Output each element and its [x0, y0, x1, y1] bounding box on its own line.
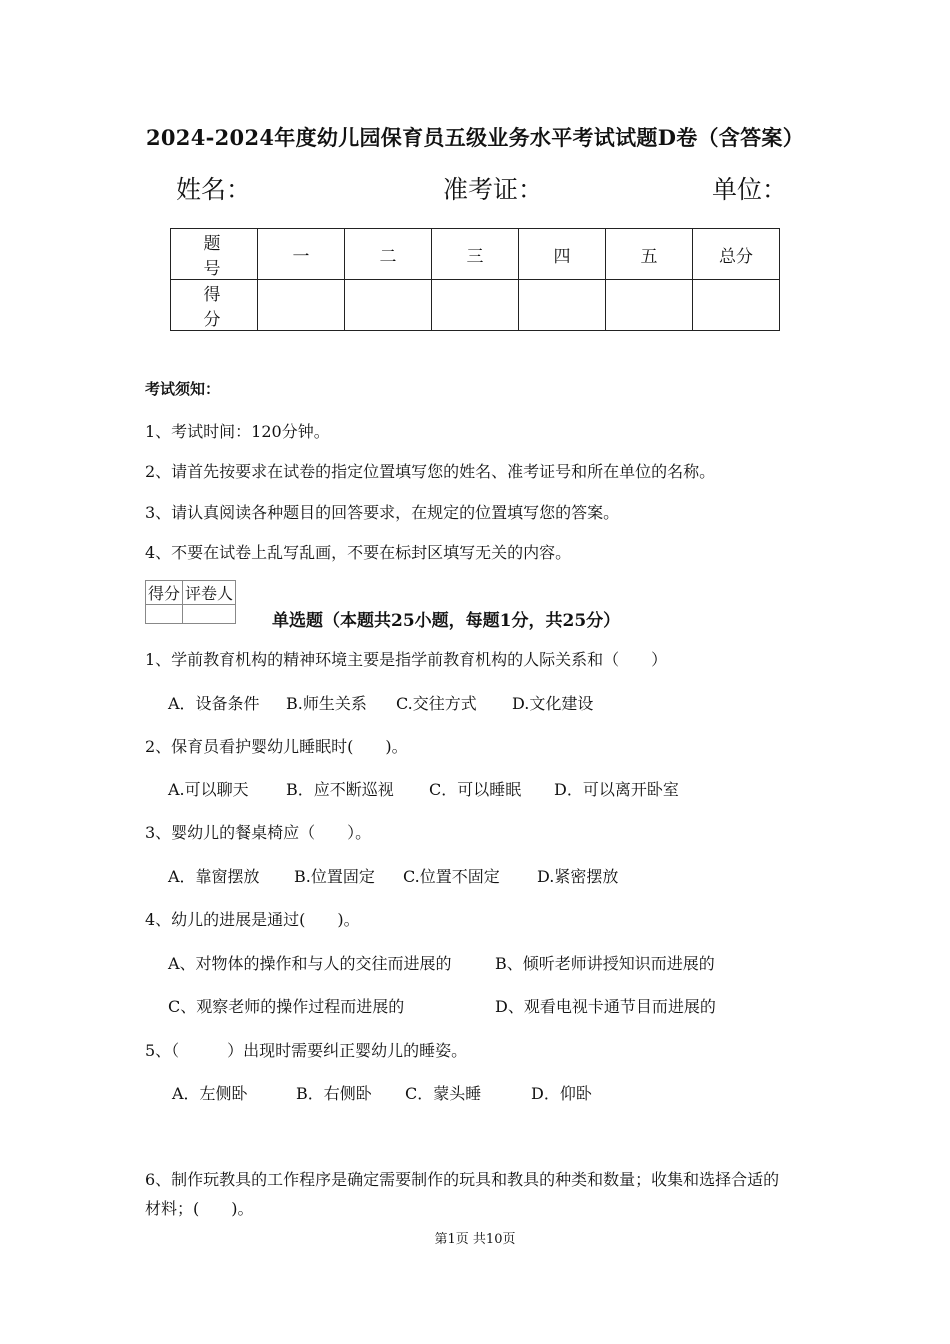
score-table-col-1: 一 [258, 229, 345, 280]
name-field-label: 姓名： [176, 175, 252, 204]
question-option: D、观看电视卡通节目而进展的 [495, 997, 716, 1016]
unit-field-label: 单位： [712, 175, 788, 204]
question-option: A．靠窗摆放 [168, 867, 260, 886]
notice-item: 4、不要在试卷上乱写乱画，不要在标封区填写无关的内容。 [145, 543, 572, 562]
question-stem: 3、婴幼儿的餐桌椅应（ ）。 [145, 823, 372, 842]
question-stem: 6、制作玩教具的工作程序是确定需要制作的玩具和教具的种类和数量；收集和选择合适的 [145, 1170, 780, 1189]
page-title: 2024-2024年度幼儿园保育员五级业务水平考试试题D卷（含答案） [145, 125, 805, 150]
exam-id-field-label: 准考证： [443, 175, 544, 204]
grader-box-score-cell [146, 605, 183, 624]
question-stem: 2、保育员看护婴幼儿睡眠时( )。 [145, 737, 408, 756]
score-table-col-5: 五 [606, 229, 693, 280]
notice-item: 1、考试时间：120分钟。 [145, 422, 330, 441]
question-option: C、观察老师的操作过程而进展的 [168, 997, 405, 1016]
score-cell-total [693, 280, 780, 331]
question-option: B、倾听老师讲授知识而进展的 [495, 954, 715, 973]
score-cell-1 [258, 280, 345, 331]
question-option: D.文化建设 [512, 694, 594, 713]
question-stem: 1、学前教育机构的精神环境主要是指学前教育机构的人际关系和（ ） [145, 650, 668, 669]
question-option: C.位置不固定 [403, 867, 500, 886]
question-option: C.交往方式 [396, 694, 477, 713]
section-title: 单选题（本题共25小题，每题1分，共25分） [272, 611, 621, 631]
question-option: B.位置固定 [294, 867, 375, 886]
question-option: D.紧密摆放 [537, 867, 619, 886]
question-option: A．左侧卧 [172, 1084, 248, 1103]
grader-box [145, 580, 236, 624]
score-cell-3 [432, 280, 519, 331]
notice-item: 3、请认真阅读各种题目的回答要求，在规定的位置填写您的答案。 [145, 503, 620, 522]
score-table-col-4: 四 [519, 229, 606, 280]
question-option: A.可以聊天 [168, 780, 249, 799]
notice-heading: 考试须知： [145, 380, 221, 398]
score-cell-5 [606, 280, 693, 331]
question-option: B．应不断巡视 [286, 780, 394, 799]
score-table-col-3: 三 [432, 229, 519, 280]
question-stem: 4、幼儿的进展是通过( )。 [145, 910, 360, 929]
question-option: C．蒙头睡 [405, 1084, 482, 1103]
question-stem: 5、（ ）出现时需要纠正婴幼儿的睡姿。 [145, 1041, 468, 1060]
score-table-header-row [171, 229, 780, 280]
score-table [170, 228, 780, 331]
question-option: D．可以离开卧室 [554, 780, 679, 799]
question-option: A、对物体的操作和与人的交往而进展的 [168, 954, 452, 973]
score-table-header-label: 题号 [171, 229, 258, 280]
grader-box-grader-label: 评卷人 [183, 581, 236, 605]
question-option: B．右侧卧 [296, 1084, 372, 1103]
notice-item: 2、请首先按要求在试卷的指定位置填写您的姓名、准考证号和所在单位的名称。 [145, 462, 716, 481]
question-option: C．可以睡眠 [429, 780, 522, 799]
question-option: A．设备条件 [168, 694, 260, 713]
score-cell-4 [519, 280, 606, 331]
grader-box-score-label: 得分 [146, 581, 183, 605]
page-footer: 第1页 共10页 [434, 1232, 516, 1247]
score-table-score-label: 得分 [171, 280, 258, 331]
score-table-score-row [171, 280, 780, 331]
question-option: D．仰卧 [531, 1084, 592, 1103]
score-cell-2 [345, 280, 432, 331]
score-table-col-2: 二 [345, 229, 432, 280]
grader-box-grader-cell [183, 605, 236, 624]
score-table-col-total: 总分 [693, 229, 780, 280]
question-stem-continued: 材料；( )。 [145, 1199, 254, 1218]
question-option: B.师生关系 [286, 694, 367, 713]
